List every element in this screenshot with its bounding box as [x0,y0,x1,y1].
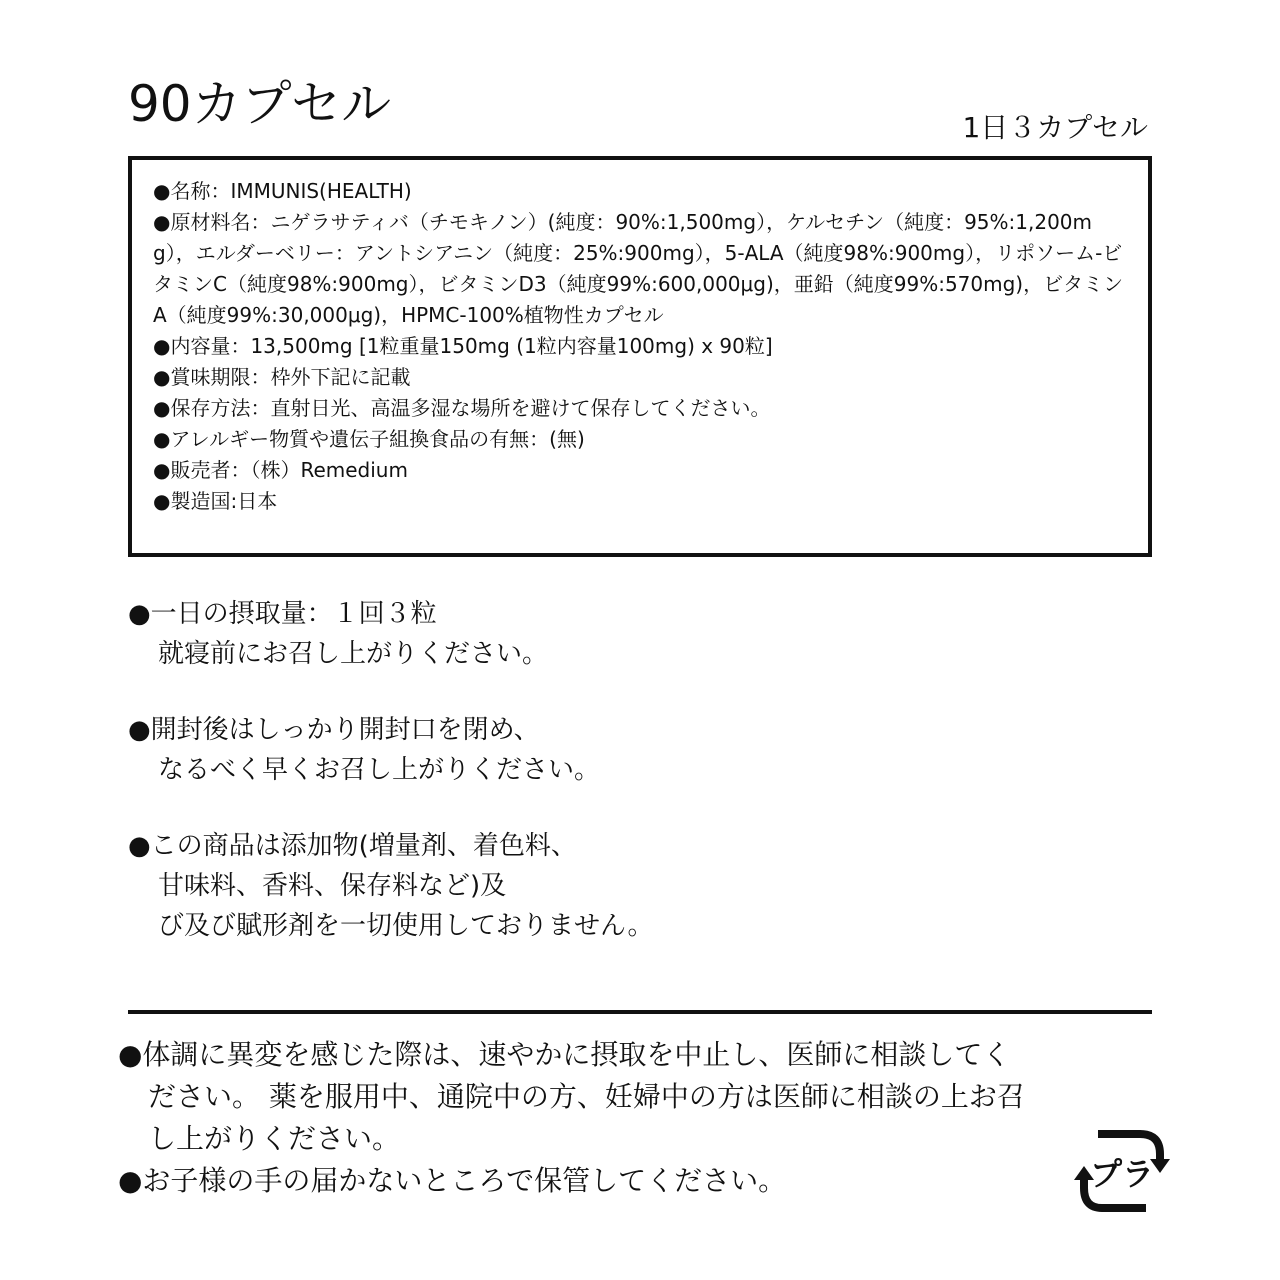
info-storage: ●保存方法：直射日光、高温多湿な場所を避けて保存してください。 [153,396,771,420]
children-warning: ●お子様の手の届かないところで保管してください。 [118,1164,787,1197]
health-warning-line: し上がりください。 [148,1122,401,1155]
health-warning-line: ●体調に異変を感じた際は、速やかに摂取を中止し、医師に相談してく [118,1038,1011,1071]
warnings-section [118,1034,1098,1202]
additives-line: び及び賦形剤を一切使用しておりません。 [158,911,654,941]
additives-line: ●この商品は添加物(増量剤、着色料、 [128,831,577,861]
info-expiry: ●賞味期限：枠外下記に記載 [153,365,411,389]
product-info-box [128,156,1152,557]
info-ingredients: ●原材料名：ニゲラサティバ（チモキノン）(純度：90%:1,500mg），ケルセチン（純度：95%:1,200mg），エルダーベリー：アントシアニン（純度：25%:900mg），5-ALA（純度98%:900mg），リポソーム-ビタミンC（純度98%:900mg），ビタミンD3（純度99%:600,000μg)，亜鉛（純度99%:570mg)，ビタミンA（純度99%:30,000μg)，HPMC-100%植物性カプセル [153,210,1124,327]
info-seller: ●販売者：（株）Remedium [153,458,408,482]
daily-dosage-label: 1日３カプセル [962,111,1148,144]
intake-line: 就寝前にお召し上がりください。 [158,639,549,669]
plastic-recycling-icon [1072,1128,1172,1214]
additives-note [128,826,1152,946]
intake-note [128,594,1152,674]
pla-label: プラ [1089,1155,1155,1193]
section-divider [128,1010,1152,1014]
info-content: ●内容量：13,500mg [1粒重量150mg (1粒内容量100mg) x 90粒] [153,334,773,358]
health-warning-line: ださい。 薬を服用中、通院中の方、妊婦中の方は医師に相談の上お召 [148,1080,1025,1113]
additives-line: 甘味料、香料、保存料など)及 [158,871,507,901]
info-origin: ●製造国:日本 [153,489,278,513]
after-open-line: なるべく早くお召し上がりください。 [158,755,601,785]
after-open-note [128,710,1152,790]
usage-notes [128,594,1152,982]
intake-line: ●一日の摂取量：１回３粒 [128,599,437,629]
info-name: ●名称：IMMUNIS(HEALTH) [153,179,412,203]
info-allergy: ●アレルギー物質や遺伝子組換食品の有無：(無) [153,427,585,451]
product-count-title: 90カプセル [128,75,392,133]
after-open-line: ●開封後はしっかり開封口を閉め、 [128,715,540,745]
